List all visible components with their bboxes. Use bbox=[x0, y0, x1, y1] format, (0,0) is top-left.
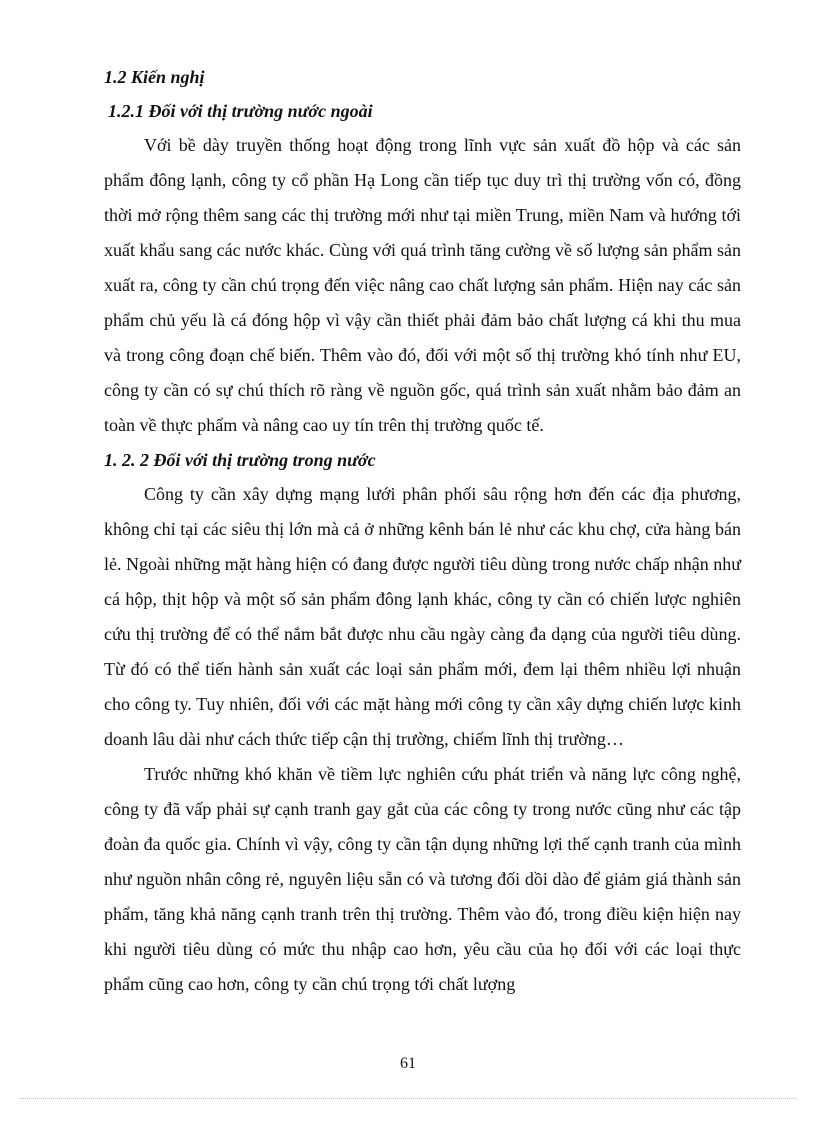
paragraph-domestic-distribution: Công ty cần xây dựng mạng lưới phân phối sâu rộng hơn đến các địa phương, không chỉ tại các siêu thị lớn mà cả ở những kênh bán lẻ như các khu chợ, cửa hàng bán lẻ. Ngoài những mặt hàng hiện có đang được người tiêu dùng trong nước chấp nhận như cá hộp, thịt hộp và một số sản phẩm đông lạnh khác, công ty cần có chiến lược nghiên cứu thị trường để có thể nắm bắt được nhu cầu ngày càng đa dạng của người tiêu dùng. Từ đó có thể tiến hành sản xuất các loại sản phẩm mới, đem lại thêm nhiều lợi nhuận cho công ty. Tuy nhiên, đối với các mặt hàng mới công ty cần xây dựng chiến lược kinh doanh lâu dài như cách thức tiếp cận thị trường, chiếm lĩnh thị trường… bbox=[104, 484, 741, 749]
page-content bbox=[104, 60, 741, 1002]
page-number: 61 bbox=[400, 1055, 416, 1072]
paragraph-domestic-competition: Trước những khó khăn về tiềm lực nghiên cứu phát triển và năng lực công nghệ, công ty đã vấp phải sự cạnh tranh gay gắt của các công ty trong nước cũng như các tập đoàn đa quốc gia. Chính vì vậy, công ty cần tận dụng những lợi thế cạnh tranh của mình như nguồn nhân công rẻ, nguyên liệu sẵn có và tương đối dồi dào để giảm giá thành sản phẩm, tăng khả năng cạnh tranh trên thị trường. Thêm vào đó, trong điều kiện hiện nay khi người tiêu dùng có mức thu nhập cao hơn, yêu cầu của họ đối với các loại thực phẩm cũng cao hơn, công ty cần chú trọng tới chất lượng bbox=[104, 764, 741, 994]
subsection-heading-foreign-market: 1.2.1 Đối với thị trường nước ngoài bbox=[108, 101, 373, 121]
paragraph-foreign-market: Với bề dày truyền thống hoạt động trong lĩnh vực sản xuất đồ hộp và các sản phẩm đông lạnh, công ty cổ phần Hạ Long cần tiếp tục duy trì thị trường vốn có, đồng thời mở rộng thêm sang các thị trường mới như tại miền Trung, miền Nam và hướng tới xuất khẩu sang các nước khác. Cùng với quá trình tăng cường về số lượng sản phẩm sản xuất ra, công ty cần chú trọng đến việc nâng cao chất lượng sản phẩm. Hiện nay các sản phẩm chủ yếu là cá đóng hộp vì vậy cần thiết phải đảm bảo chất lượng cá khi thu mua và trong công đoạn chế biến. Thêm vào đó, đối với một số thị trường khó tính như EU, công ty cần có sự chú thích rõ ràng về nguồn gốc, quá trình sản xuất nhằm bảo đảm an toàn về thực phẩm và nâng cao uy tín trên thị trường quốc tế. bbox=[104, 135, 741, 435]
footer-divider bbox=[20, 1098, 796, 1099]
subsection-heading-domestic-market: 1. 2. 2 Đối với thị trường trong nước bbox=[104, 450, 376, 470]
section-heading: 1.2 Kiến nghị bbox=[104, 67, 205, 87]
